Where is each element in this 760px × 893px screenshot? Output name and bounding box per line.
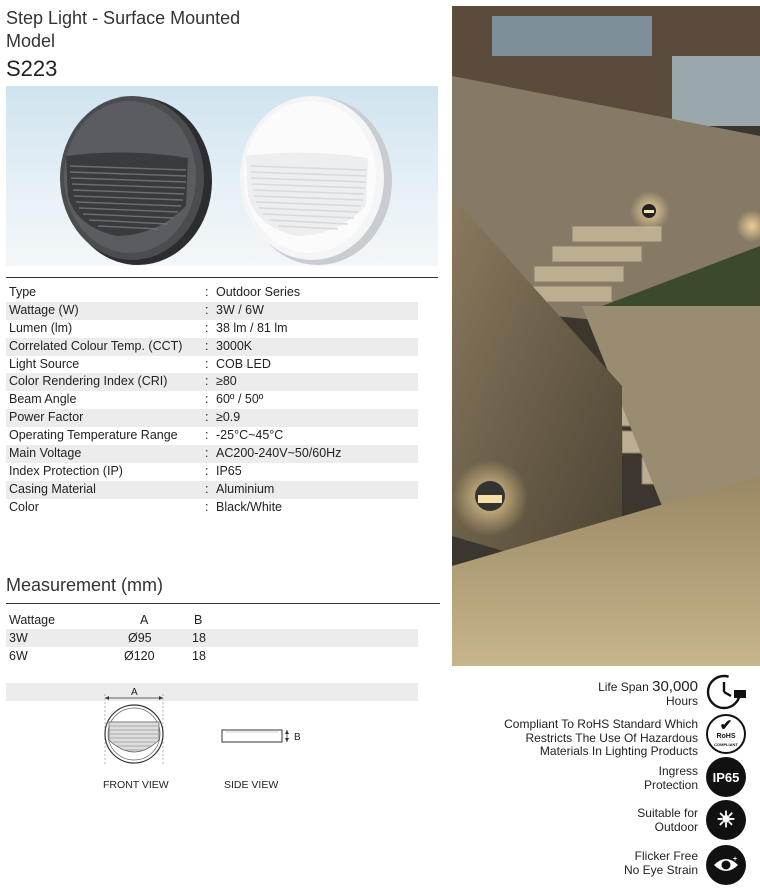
eye-icon bbox=[706, 845, 746, 885]
row-b: 18 bbox=[192, 631, 206, 645]
measurement-divider bbox=[6, 603, 440, 604]
row-wattage: 3W bbox=[9, 631, 28, 645]
feature-rohs-line3: Materials In Lighting Products bbox=[539, 744, 698, 758]
spec-value: 38 lm / 81 lm bbox=[216, 320, 288, 335]
feature-flicker-free bbox=[624, 850, 698, 877]
spec-label: Beam Angle bbox=[9, 392, 77, 407]
spec-colon: : bbox=[205, 374, 209, 389]
spec-row bbox=[6, 481, 418, 499]
header-a: A bbox=[140, 613, 149, 627]
row-b: 18 bbox=[192, 649, 206, 663]
spec-value: ≥80 bbox=[216, 374, 237, 389]
spec-colon: : bbox=[205, 410, 209, 425]
spec-label: Index Protection (IP) bbox=[9, 463, 123, 478]
spec-row bbox=[6, 463, 418, 481]
feature-ingress bbox=[644, 765, 698, 792]
spec-label: Power Factor bbox=[9, 410, 84, 425]
feature-life-span bbox=[598, 680, 698, 708]
white-step-light bbox=[240, 96, 392, 265]
installation-photo bbox=[452, 6, 760, 666]
feature-life-span-line2: Hours bbox=[665, 693, 698, 708]
spec-colon: : bbox=[205, 356, 209, 371]
spec-label: Lumen (lm) bbox=[9, 320, 73, 335]
spec-row bbox=[6, 427, 418, 445]
spec-row bbox=[6, 445, 418, 463]
spec-value: COB LED bbox=[216, 356, 271, 371]
feature-text: Life Span 30,000 bbox=[598, 678, 698, 695]
spec-value: Outdoor Series bbox=[216, 285, 301, 299]
feature-flicker-line1: Flicker Free bbox=[634, 849, 698, 863]
svg-text:+: + bbox=[733, 856, 738, 863]
spec-label: Color Rendering Index (CRI) bbox=[9, 374, 168, 389]
spec-row bbox=[6, 302, 418, 320]
side-view-drawing bbox=[218, 726, 308, 750]
feature-outdoor bbox=[637, 807, 698, 834]
spec-colon: : bbox=[205, 302, 209, 317]
spec-value: 3W / 6W bbox=[216, 302, 264, 317]
spec-value: IP65 bbox=[216, 463, 242, 478]
spec-row bbox=[6, 391, 418, 409]
feature-ingress-line2: Protection bbox=[643, 777, 698, 792]
row-a: Ø95 bbox=[128, 631, 152, 645]
model-label: Model bbox=[6, 31, 56, 51]
spec-divider bbox=[6, 277, 438, 278]
product-image bbox=[6, 86, 438, 266]
spec-value: -25°C~45°C bbox=[216, 428, 284, 443]
rohs-icon-text: RoHS bbox=[716, 733, 736, 740]
spec-label: Main Voltage bbox=[9, 446, 82, 461]
measurement-title: Measurement (mm) bbox=[6, 575, 164, 595]
spec-label: Casing Material bbox=[9, 481, 96, 496]
feature-rohs-line2: Restricts The Use Of Hazardous bbox=[525, 730, 698, 745]
header-wattage: Wattage bbox=[9, 613, 56, 627]
spec-colon: : bbox=[205, 285, 209, 299]
feature-rohs bbox=[504, 718, 698, 759]
header-b: B bbox=[194, 613, 203, 627]
spec-row bbox=[6, 338, 418, 356]
spec-value: ≥0.9 bbox=[216, 410, 241, 425]
sun-icon: ☀ bbox=[706, 800, 746, 840]
spec-colon: : bbox=[205, 428, 209, 443]
spec-label: Type bbox=[9, 285, 37, 299]
spec-value: Black/White bbox=[216, 499, 282, 514]
measurement-empty-row bbox=[6, 683, 418, 701]
row-wattage: 6W bbox=[9, 649, 28, 663]
measurement-row bbox=[6, 629, 418, 647]
rohs-icon-subtext: COMPLIANT bbox=[714, 742, 738, 747]
feature-outdoor-line1: Suitable for bbox=[637, 806, 698, 820]
feature-flicker-line2: No Eye Strain bbox=[623, 862, 698, 877]
spec-colon: : bbox=[205, 463, 209, 478]
spec-value: Aluminium bbox=[216, 481, 275, 496]
spec-value: 3000K bbox=[216, 338, 253, 353]
rohs-icon: ✔ RoHS COMPLIANT bbox=[706, 714, 746, 754]
spec-label: Color bbox=[9, 499, 39, 514]
spec-colon: : bbox=[205, 338, 209, 353]
spec-table bbox=[6, 284, 418, 517]
feature-outdoor-line2: Outdoor bbox=[654, 819, 698, 834]
measurement-row bbox=[6, 647, 418, 665]
spec-value: 60º / 50º bbox=[216, 392, 264, 407]
spec-row bbox=[6, 356, 418, 374]
spec-colon: : bbox=[205, 392, 209, 407]
spec-colon: : bbox=[205, 499, 209, 514]
spec-colon: : bbox=[205, 481, 209, 496]
dim-a-label: A bbox=[131, 687, 138, 698]
spec-row bbox=[6, 499, 418, 517]
row-a: Ø120 bbox=[124, 649, 155, 663]
spec-label: Light Source bbox=[9, 356, 80, 371]
feature-rohs-line1: Compliant To RoHS Standard Which bbox=[504, 717, 698, 731]
spec-colon: : bbox=[205, 446, 209, 461]
measurement-header-row bbox=[6, 611, 418, 629]
spec-colon: : bbox=[205, 320, 209, 335]
clock-icon bbox=[706, 672, 746, 712]
feature-life-span-line1 bbox=[598, 680, 698, 695]
ip65-icon: IP65 bbox=[706, 757, 746, 797]
side-view-label: SIDE VIEW bbox=[224, 779, 279, 791]
front-view-label: FRONT VIEW bbox=[103, 779, 169, 791]
model-number: S223 bbox=[6, 56, 58, 81]
feature-ingress-line1: Ingress bbox=[658, 764, 698, 778]
spec-label: Correlated Colour Temp. (CCT) bbox=[9, 338, 183, 353]
measurement-table bbox=[6, 611, 418, 701]
spec-row bbox=[6, 409, 418, 427]
spec-row bbox=[6, 373, 418, 391]
dim-b-label: B bbox=[294, 732, 301, 743]
spec-value: AC200-240V~50/60Hz bbox=[216, 446, 342, 461]
black-step-light bbox=[60, 96, 212, 265]
measurement-spacer-row bbox=[6, 665, 418, 683]
spec-row bbox=[6, 320, 418, 338]
spec-row bbox=[6, 284, 418, 302]
spec-label: Wattage (W) bbox=[9, 302, 79, 317]
product-title: Step Light - Surface Mounted bbox=[6, 8, 241, 28]
front-view-drawing bbox=[95, 684, 185, 774]
spec-label: Operating Temperature Range bbox=[9, 428, 178, 443]
